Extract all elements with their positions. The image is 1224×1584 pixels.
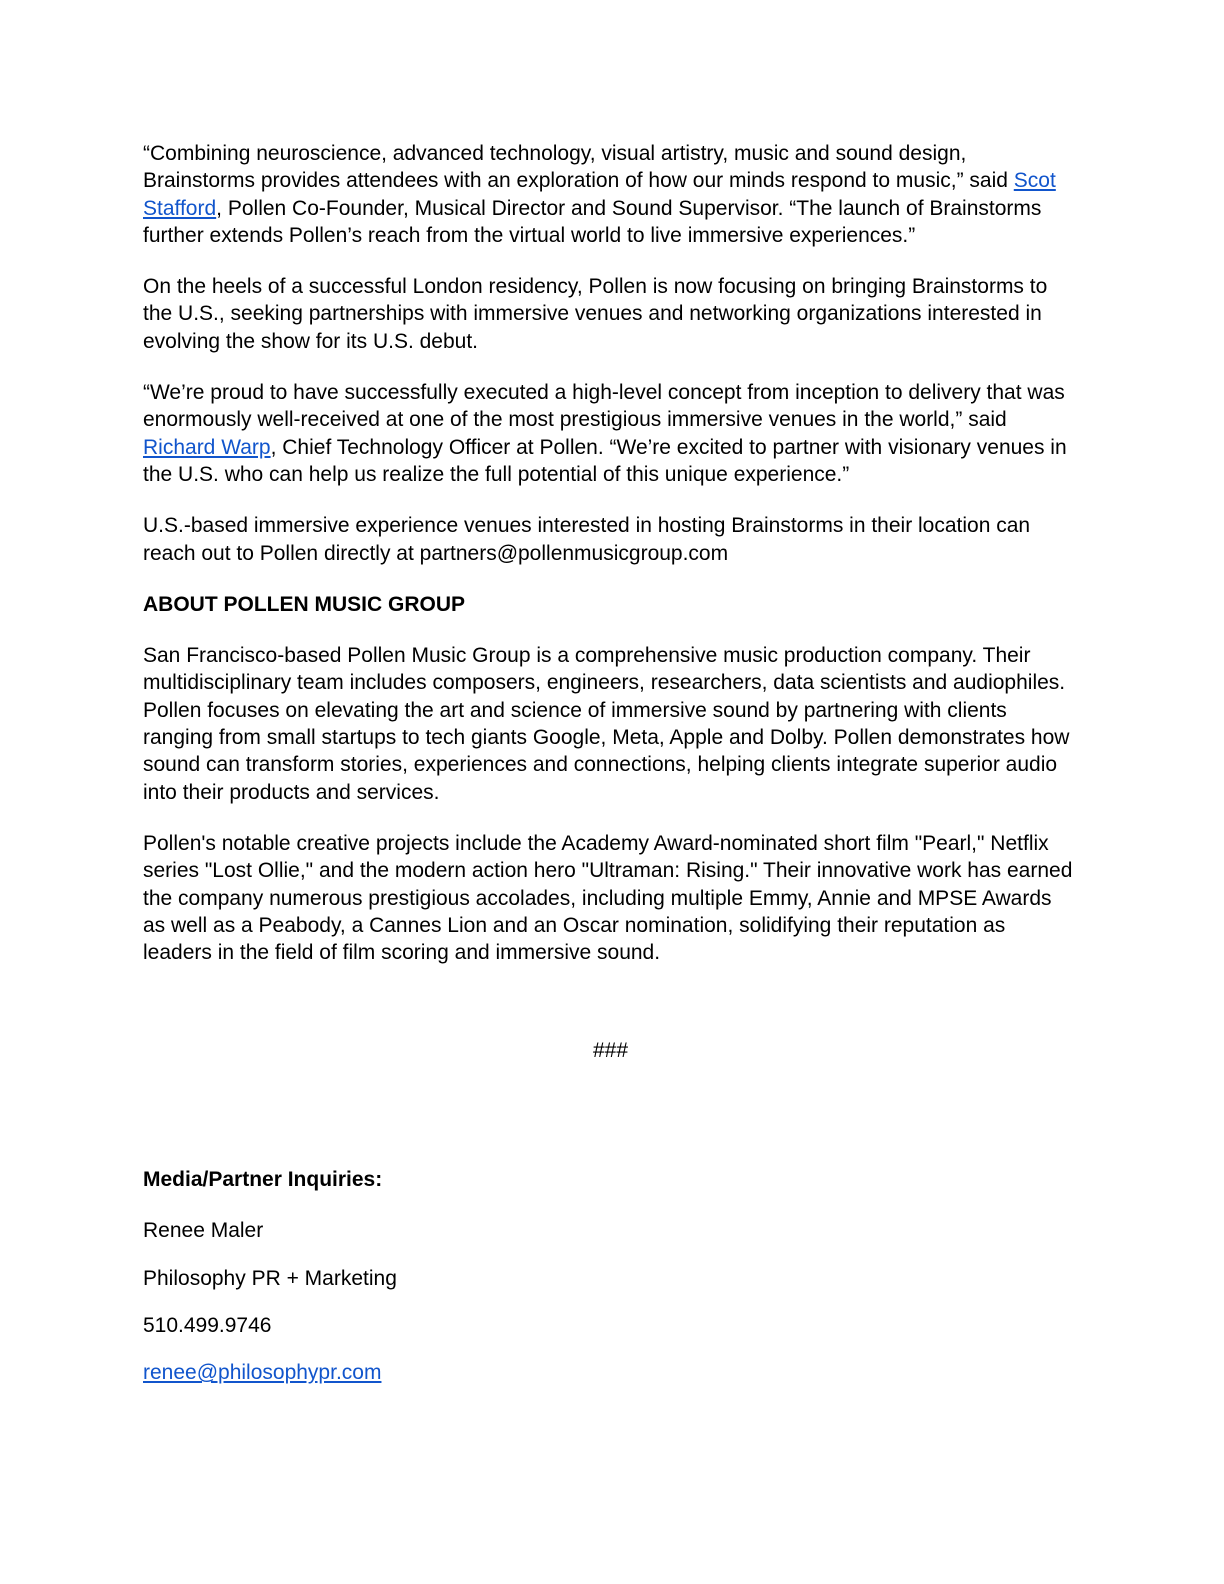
quote-paragraph-stafford bbox=[143, 140, 1078, 249]
paragraph-text: , Pollen Co-Founder, Musical Director and Sound Supervisor. “The launch of Brainstorms further extends Pollen’s reach from the virtual world to live immersive experiences.” bbox=[143, 196, 1042, 247]
contact-email-link[interactable]: renee@philosophypr.com bbox=[143, 1361, 382, 1385]
residency-paragraph: On the heels of a successful London residency, Pollen is now focusing on bringing Brainstorms to the U.S., seeking partnerships with immersive venues and networking organizations interested in evolving the show for its U.S. debut. bbox=[143, 275, 1048, 353]
scot-stafford-link[interactable]: Scot Stafford bbox=[143, 169, 1056, 220]
end-marker: ### bbox=[592, 1039, 629, 1062]
venues-paragraph: U.S.-based immersive experience venues interested in hosting Brainstorms in their location can reach out to Pollen directly at partners@pollenmusicgroup.com bbox=[143, 514, 1031, 565]
paragraph-text: , Chief Technology Officer at Pollen. “We’re excited to partner with visionary venues in the U.S. who can help us realize the full potential of this unique experience.” bbox=[143, 435, 1067, 486]
paragraph-text: “We’re proud to have successfully executed a high-level concept from inception to delivery that was enormously well-received at one of the most prestigious immersive venues in the world,” said bbox=[143, 381, 1065, 432]
quote-paragraph-warp bbox=[143, 379, 1078, 488]
document-body bbox=[143, 140, 1078, 990]
contact-email-row bbox=[143, 1359, 1078, 1386]
contact-phone: 510.499.9746 bbox=[143, 1313, 272, 1337]
about-heading: ABOUT POLLEN MUSIC GROUP bbox=[143, 592, 466, 616]
richard-warp-link[interactable]: Richard Warp bbox=[143, 435, 271, 459]
contact-heading: Media/Partner Inquiries: bbox=[143, 1168, 383, 1191]
contact-block bbox=[143, 1166, 1078, 1406]
paragraph-text: “Combining neuroscience, advanced technology, visual artistry, music and sound design, Brainstorms provides attendees with an exploration of how our minds respond to music,” said bbox=[143, 142, 1014, 193]
contact-name: Renee Maler bbox=[143, 1219, 264, 1243]
about-paragraph: San Francisco-based Pollen Music Group is a comprehensive music production company. Their multidisciplinary team includes composers, engineers, researchers, data scientists and audiophiles. Pollen focuses on elevating the art and science of immersive sound by partnering with clients ranging from small startups to tech giants Google, Meta, Apple and Dolby. Pollen demonstrates how sound can transform stories, experiences and connections, helping clients integrate superior audio into their products and services. bbox=[143, 644, 1070, 804]
contact-company: Philosophy PR + Marketing bbox=[143, 1266, 397, 1290]
projects-paragraph: Pollen's notable creative projects include the Academy Award-nominated short film "Pearl," Netflix series "Lost Ollie," and the modern action hero "Ultraman: Rising." Their innovative work has earned the company numerous prestigious accolades, including multiple Emmy, Annie and MPSE Awards as well as a Peabody, a Cannes Lion and an Oscar nomination, solidifying their reputation as leaders in the field of film scoring and immersive sound. bbox=[143, 831, 1073, 965]
